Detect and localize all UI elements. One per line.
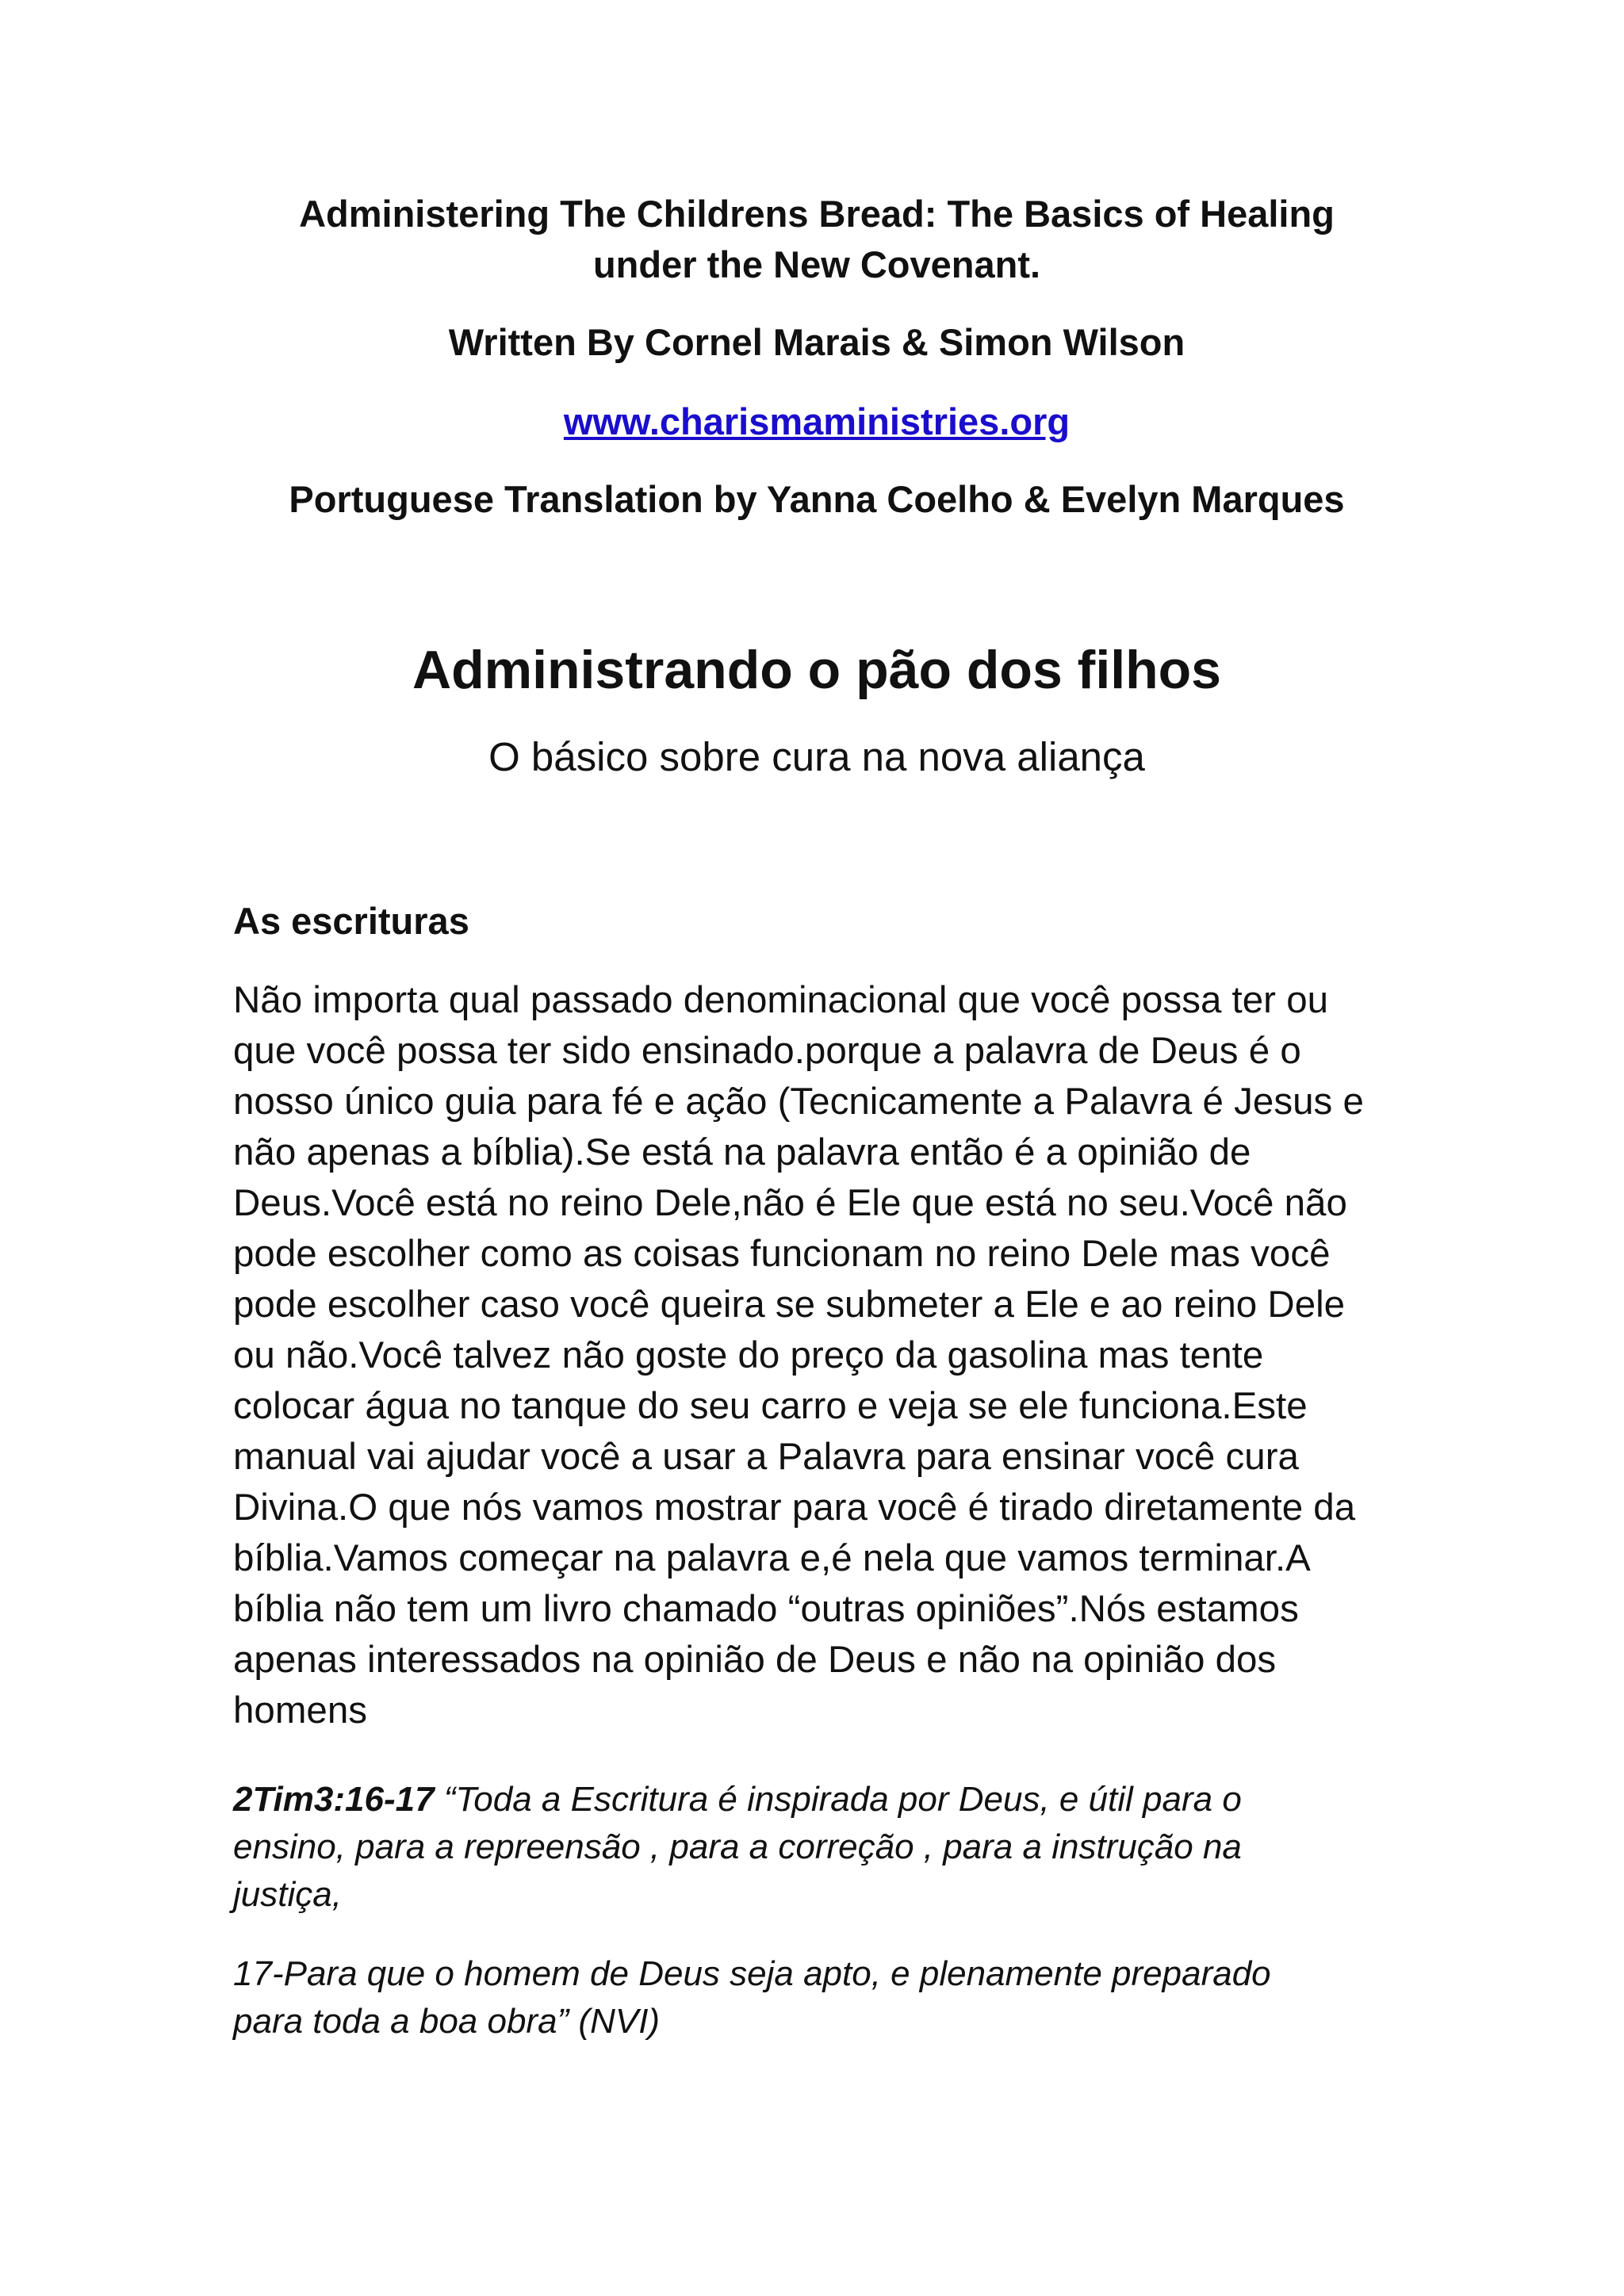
paragraph-line: Não importa qual passado denominacional que você possa ter ou — [233, 979, 1329, 1021]
paragraph-line: não apenas a bíblia).Se está na palavra então é a opinião de — [233, 1131, 1251, 1173]
paragraph-line: manual vai ajudar você a usar a Palavra para ensinar você cura — [233, 1436, 1299, 1478]
paragraph-line: que você possa ter sido ensinado.porque a palavra de Deus é o — [233, 1030, 1301, 1072]
page-subtitle: O básico sobre cura na nova aliança — [488, 734, 1145, 779]
english-title-line-2: under the New Covenant. — [592, 243, 1041, 285]
website-link[interactable]: www.charismaministries.org — [563, 400, 1071, 442]
verse-line: ensino, para a repreensão , para a correção , para a instrução na — [233, 1827, 1242, 1866]
verse-line: para toda a boa obra” (NVI) — [233, 2002, 661, 2041]
paragraph-line: colocar água no tanque do seu carro e veja se ele funciona.Este — [233, 1385, 1308, 1427]
verse-quote-2 — [233, 1950, 1407, 2045]
paragraph-line: pode escolher caso você queira se submeter a Ele e ao reino Dele — [233, 1284, 1346, 1326]
paragraph-line: Deus.Você está no reino Dele,não é Ele que está no seu.Você não — [233, 1182, 1347, 1224]
paragraph-line: Divina.O que nós vamos mostrar para você é tirado diretamente da — [233, 1487, 1356, 1529]
paragraph-line: bíblia não tem um livro chamado “outras opiniões”.Nós estamos — [233, 1588, 1299, 1630]
paragraph-line: nosso único guia para fé e ação (Tecnicamente a Palavra é Jesus e — [233, 1081, 1364, 1123]
body-paragraph — [233, 975, 1407, 1736]
paragraph-line: bíblia.Vamos começar na palavra e,é nela que vamos terminar.A — [233, 1537, 1311, 1579]
website-line — [206, 396, 1427, 447]
english-title-line-1: Administering The Childrens Bread: The Basics of Healing — [299, 193, 1335, 235]
english-title — [206, 189, 1427, 290]
verse-line: justiça, — [233, 1875, 342, 1914]
paragraph-line: ou não.Você talvez não goste do preço da gasolina mas tente — [233, 1334, 1264, 1376]
verse-text: “Toda a Escritura é inspirada por Deus, e útil para o — [434, 1780, 1242, 1819]
paragraph-line: pode escolher como as coisas funcionam no reino Dele mas você — [233, 1233, 1331, 1275]
paragraph-line: apenas interessados na opinião de Deus e não na opinião dos — [233, 1639, 1277, 1681]
verse-line — [233, 1776, 1407, 1823]
verse-quote-1 — [233, 1776, 1407, 1919]
page-title: Administrando o pão dos filhos — [412, 640, 1221, 700]
section-heading: As escrituras — [233, 900, 469, 942]
authors-line: Written By Cornel Marais & Simon Wilson — [448, 321, 1185, 363]
verse-line: 17-Para que o homem de Deus seja apto, e plenamente preparado — [233, 1954, 1271, 1993]
translation-credit: Portuguese Translation by Yanna Coelho & Evelyn Marques — [289, 478, 1345, 520]
verse-reference: 2Tim3:16-17 — [233, 1780, 435, 1819]
paragraph-line: homens — [233, 1689, 367, 1732]
